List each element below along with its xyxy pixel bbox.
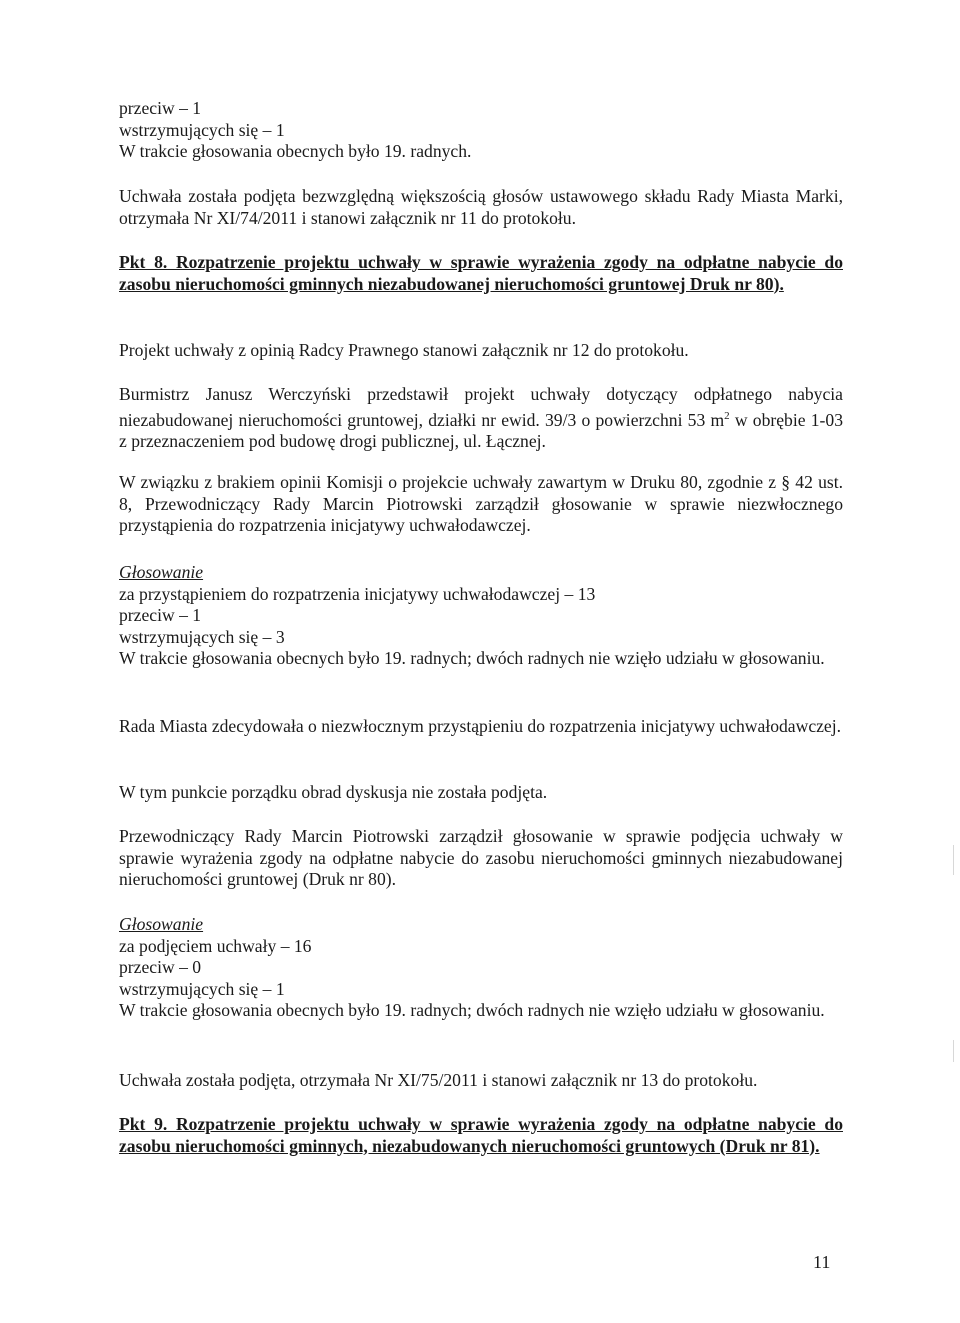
scan-edge-mark [953,845,954,875]
pkt8-no-discussion: W tym punkcie porządku obrad dyskusja nie została podjęta. [119,782,548,802]
vote2-against: przeciw – 0 [119,957,202,977]
pkt8-commission: W związku z brakiem opinii Komisji o projekcie uchwały zawartym w Druku 80, zgodnie z § 42 ust. 8, Przewodniczący Rady Marcin Piotrowski zarządził głosowanie w sprawie niezwłocznego przystąpienia do rozpatrzenia inicjatywy uchwałodawczej. [119,472,843,535]
pkt8-decision-paragraph [119,716,843,738]
pkt8-presentation-text [119,384,843,452]
pkt8-heading: Pkt 8. Rozpatrzenie projektu uchwały w sprawie wyrażenia zgody na odpłatne nabycie do zasobu nieruchomości gminnych niezabudowanej nieruchomości gruntowej Druk nr 80). [119,252,843,294]
vote1-against: przeciw – 1 [119,605,202,625]
votes-abstain: wstrzymujących się – 1 [119,119,285,140]
pkt8-opinion-paragraph [119,340,843,362]
pkt8-presentation-paragraph [119,384,843,452]
vote1-present: W trakcie głosowania obecnych było 19. radnych; dwóch radnych nie wzięło udziału w głosowaniu. [119,648,825,668]
pkt8-decision: Rada Miasta zdecydowała o niezwłocznym przystąpieniu do rozpatrzenia inicjatywy uchwałodawczej. [119,716,842,736]
pkt8-presentation-end: w obrębie 1-03 z przeznaczeniem pod budowę drogi publicznej, ul. Łącznej. [119,409,844,451]
scan-edge-mark [953,1040,954,1062]
pkt8-vote2 [119,914,843,1022]
pkt8-chair-order-paragraph [119,826,843,891]
pkt8-section-heading [119,252,843,295]
resolution-13-paragraph [119,1070,843,1092]
resolution-11-paragraph [119,186,843,229]
pkt8-vote1 [119,562,843,670]
pkt8-no-discussion-paragraph [119,782,843,804]
vote1-abstain: wstrzymujących się – 3 [119,626,285,647]
area-unit-superscript: 2 [724,409,730,422]
pkt8-opinion: Projekt uchwały z opinią Radcy Prawnego stanowi załącznik nr 12 do protokołu. [119,340,689,360]
resolution-11-text: Uchwała została podjęta bezwzględną większością głosów ustawowego składu Rady Miasta Marki, otrzymała Nr XI/74/2011 i stanowi załącznik nr 11 do protokołu. [119,186,843,228]
page-number: 11 [813,1252,831,1272]
pkt8-commission-paragraph [119,472,843,537]
vote2-title: Głosowanie [119,914,204,934]
vote1-for: za przystąpieniem do rozpatrzenia inicjatywy uchwałodawczej – 13 [119,583,596,604]
resolution-13-text: Uchwała została podjęta, otrzymała Nr XI/75/2011 i stanowi załącznik nr 13 do protokołu. [119,1070,758,1090]
votes-present: W trakcie głosowania obecnych było 19. radnych. [119,141,472,161]
vote2-abstain: wstrzymujących się – 1 [119,978,285,999]
pkt9-heading: Pkt 9. Rozpatrzenie projektu uchwały w sprawie wyrażenia zgody na odpłatne nabycie do zasobu nieruchomości gminnych, niezabudowanych nieruchomości gruntowych (Druk nr 81). [119,1114,843,1156]
pkt9-section-heading [119,1114,843,1157]
pkt8-presentation: Burmistrz Janusz Werczyński przedstawił projekt uchwały dotyczący odpłatnego nabycia niezabudowanej nieruchomości gruntowej, działki nr ewid. 39/3 o powierzchni 53 m [119,384,843,430]
votes-against: przeciw – 1 [119,98,202,118]
vote2-present: W trakcie głosowania obecnych było 19. radnych; dwóch radnych nie wzięło udziału w głosowaniu. [119,1000,825,1020]
vote2-for: za podjęciem uchwały – 16 [119,935,312,956]
vote1-title: Głosowanie [119,562,204,582]
top-vote-results [119,98,843,163]
pkt8-chair-order: Przewodniczący Rady Marcin Piotrowski zarządził głosowanie w sprawie podjęcia uchwały w sprawie wyrażenia zgody na odpłatne nabycie do zasobu nieruchomości gminnych niezabudowanej nieruchomości gruntowej (Druk nr 80). [119,826,843,889]
